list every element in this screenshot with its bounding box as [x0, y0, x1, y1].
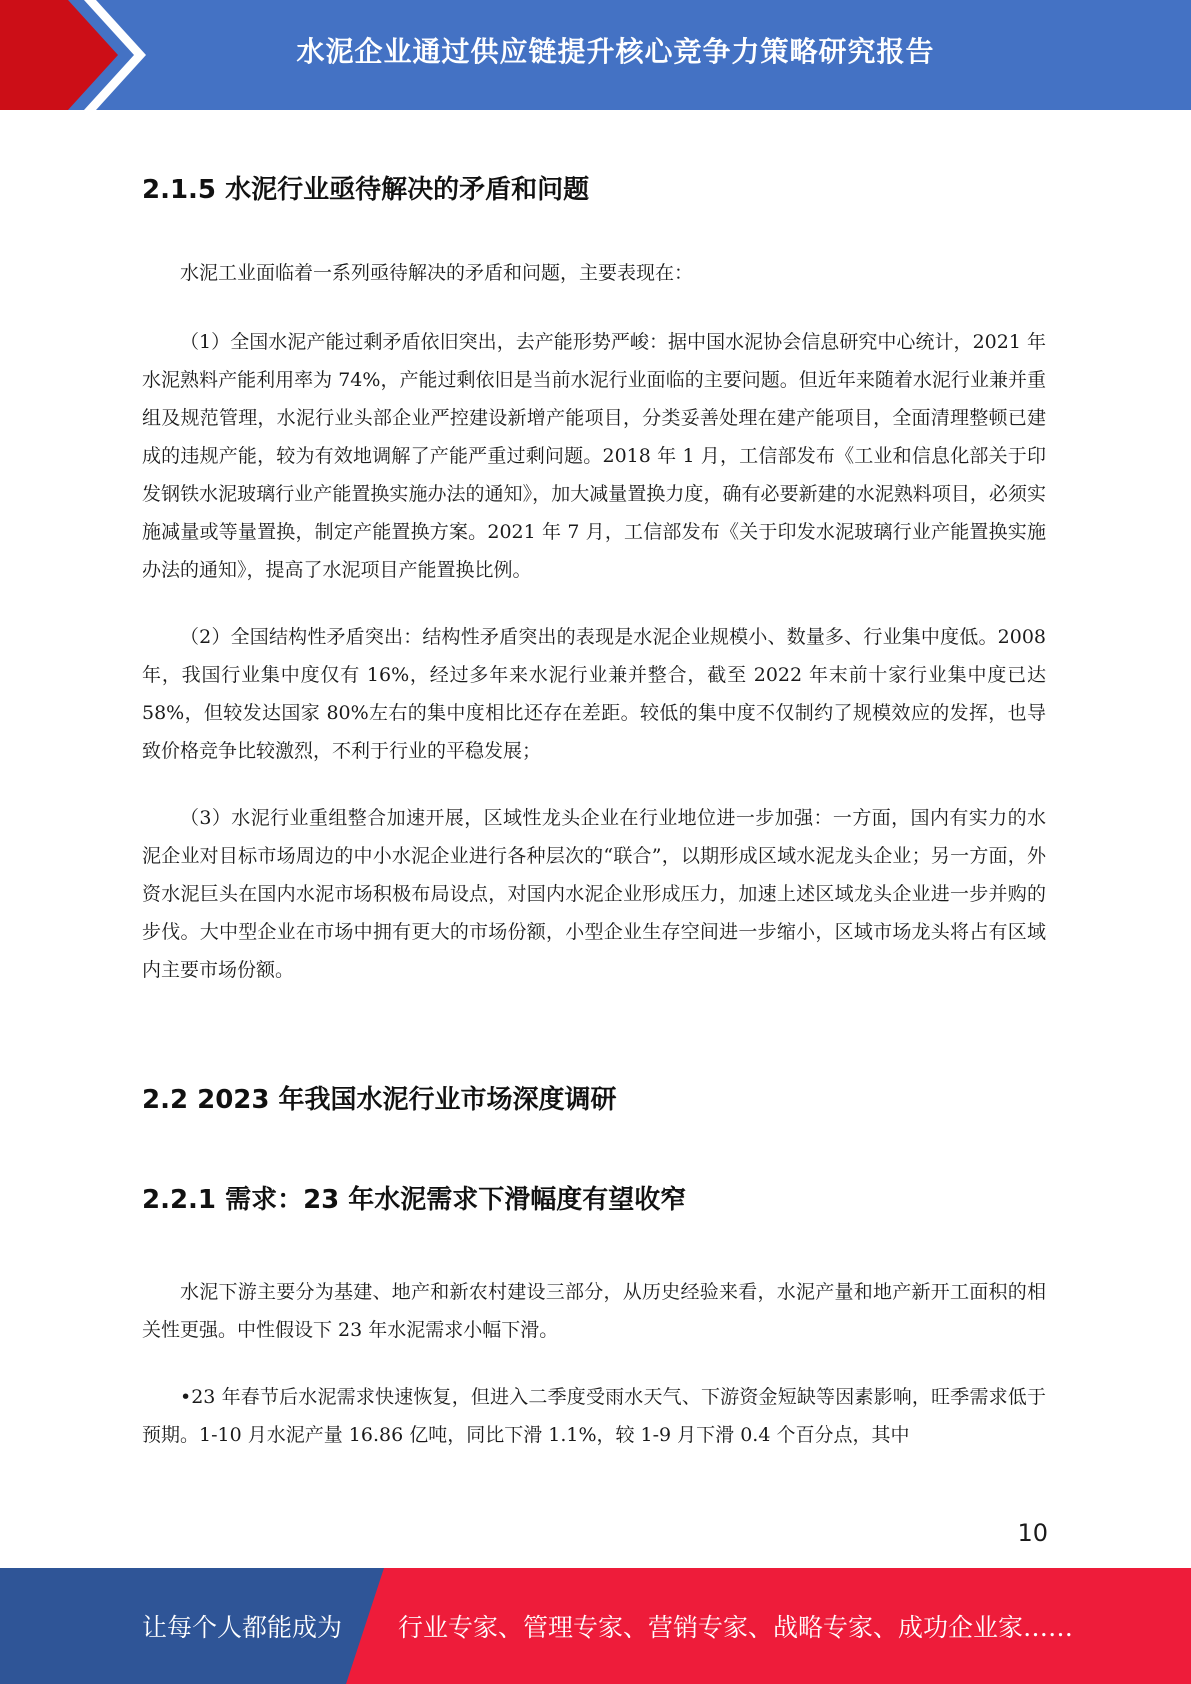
footer-slogan-right: 行业专家、管理专家、营销专家、战略专家、成功企业家……: [398, 1613, 1074, 1642]
report-title: 水泥企业通过供应链提升核心竞争力策略研究报告: [296, 35, 935, 68]
paragraph-demand-overview: 水泥下游主要分为基建、地产和新农村建设三部分，从历史经验来看，水泥产量和地产新开工面积的相关性更强。中性假设下 23 年水泥需求小幅下滑。: [142, 1280, 1046, 1341]
page-number: 10: [1017, 1519, 1048, 1547]
section-heading-2-1-5: 2.1.5 水泥行业亟待解决的矛盾和问题: [142, 175, 590, 205]
page-body: [142, 175, 1046, 1454]
page-header-band: [0, 0, 1191, 110]
paragraph-point-3: （3）水泥行业重组整合加速开展，区域性龙头企业在行业地位进一步加强：一方面，国内有实力的水泥企业对目标市场周边的中小水泥企业进行各种层次的“联合”，以期形成区域水泥龙头企业；另一方面，外资水泥巨头在国内水泥市场积极布局设点，对国内水泥企业形成压力，加速上述区域龙头企业进一步并购的步伐。大中型企业在市场中拥有更大的市场份额，小型企业生存空间进一步缩小，区域市场龙头将占有区域内主要市场份额。: [142, 807, 1046, 982]
page-footer-band: [0, 1568, 1191, 1684]
paragraph-demand-bullet: •23 年春节后水泥需求快速恢复，但进入二季度受雨水天气、下游资金短缺等因素影响，旺季需求低于预期。1-10 月水泥产量 16.86 亿吨，同比下滑 1.1%，较 1-9 月下滑 0.4 个百分点，其中: [142, 1385, 1046, 1446]
section-heading-2-2: 2.2 2023 年我国水泥行业市场深度调研: [142, 1085, 617, 1116]
paragraph-point-2: （2）全国结构性矛盾突出：结构性矛盾突出的表现是水泥企业规模小、数量多、行业集中度低。2008 年，我国行业集中度仅有 16%，经过多年来水泥行业兼并整合，截至 2022 年末前十家行业集中度已达 58%，但较发达国家 80%左右的集中度相比还存在差距。较低的集中度不仅制约了规模效应的发挥，也导致价格竞争比较激烈，不利于行业的平稳发展；: [142, 626, 1046, 763]
section-heading-2-2-1: 2.2.1 需求：23 年水泥需求下滑幅度有望收窄: [142, 1185, 687, 1216]
footer-slogan-left: 让每个人都能成为: [142, 1613, 343, 1642]
paragraph-intro: 水泥工业面临着一系列亟待解决的矛盾和问题，主要表现在：: [180, 262, 694, 285]
header-chevron-decoration: [0, 0, 150, 110]
paragraph-point-1: （1）全国水泥产能过剩矛盾依旧突出，去产能形势严峻：据中国水泥协会信息研究中心统计，2021 年水泥熟料产能利用率为 74%，产能过剩依旧是当前水泥行业面临的主要问题。但近年来随着水泥行业兼并重组及规范管理，水泥行业头部企业严控建设新增产能项目，分类妥善处理在建产能项目，全面清理整顿已建成的违规产能，较为有效地调解了产能严重过剩问题。2018 年 1 月，工信部发布《工业和信息化部关于印发钢铁水泥玻璃行业产能置换实施办法的通知》，加大减量置换力度，确有必要新建的水泥熟料项目，必须实施减量或等量置换，制定产能置换方案。2021 年 7 月，工信部发布《关于印发水泥玻璃行业产能置换实施办法的通知》，提高了水泥项目产能置换比例。: [142, 331, 1046, 582]
